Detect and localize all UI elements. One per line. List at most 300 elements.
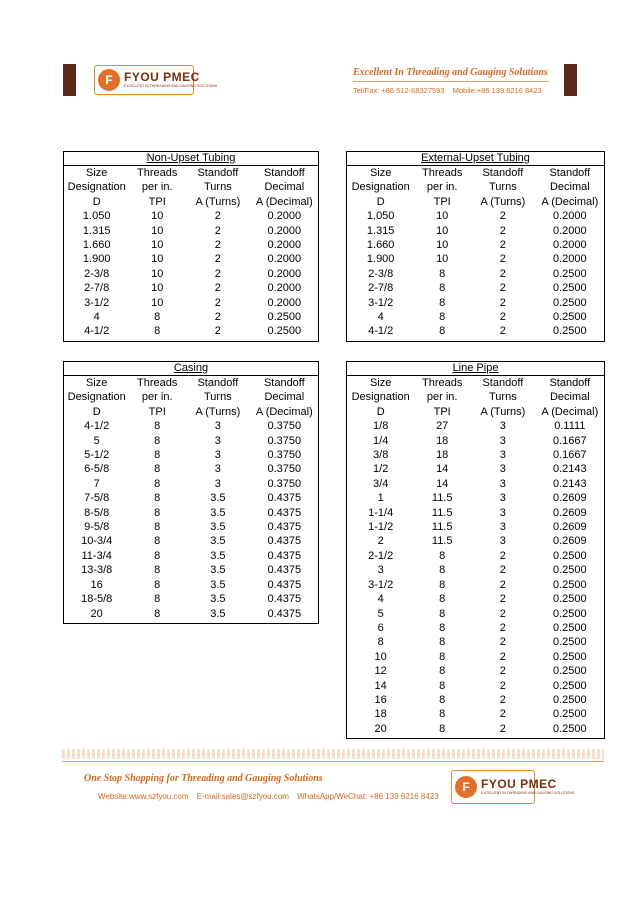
table-cell-size: 20: [347, 722, 415, 739]
column-header-decimal: Decimal: [536, 390, 605, 404]
table-cell-turns: 2: [185, 324, 251, 341]
table-row: [347, 477, 605, 491]
table-cell-turns: 2: [499, 311, 506, 324]
column-header-decimal: Standoff: [251, 376, 319, 391]
table-row: [347, 607, 605, 621]
table-cell-decimal: 0.2500: [536, 563, 605, 577]
table-cell-turns: 2: [499, 239, 506, 252]
table-cell-size: 1/2: [347, 462, 415, 476]
table-cell-threads: 8: [154, 449, 161, 462]
column-header-turns: Turns: [489, 391, 517, 404]
table-cell-turns: 3.5: [185, 607, 251, 624]
table-cell-decimal: 0.2500: [536, 549, 605, 563]
table-cell-size: 6: [347, 621, 415, 635]
column-header-turns: A (Turns): [195, 195, 241, 208]
footer-logo: [451, 770, 575, 804]
table-cell-threads: 8: [439, 708, 446, 721]
table-row: [64, 324, 319, 341]
table-cell-size: 4: [347, 310, 415, 324]
table-cell-turns: 3: [499, 506, 506, 519]
table-row: [347, 549, 605, 563]
table-cell-threads: 11.5: [431, 492, 453, 505]
table-row: [347, 310, 605, 324]
table-cell-threads: 11.5: [431, 506, 453, 519]
table-cell-turns: 2: [499, 282, 506, 295]
table-row: [347, 635, 605, 649]
column-header-turns: Standoff: [482, 377, 524, 389]
table-cell-size: 7: [64, 477, 130, 491]
column-header-size: Designation: [64, 180, 130, 194]
table-cell-threads: 8: [414, 324, 470, 341]
table-row: [347, 224, 605, 238]
table-row: [347, 252, 605, 266]
table-cell-threads: 8: [439, 593, 446, 606]
table-cell-decimal: 0.2500: [251, 310, 319, 324]
table-cell-threads: 8: [154, 420, 161, 433]
table-cell-threads: 10: [151, 282, 164, 295]
table-cell-threads: 8: [129, 324, 185, 341]
company-logo: [94, 65, 218, 95]
table-cell-size: 4-1/2: [64, 324, 130, 341]
column-header-decimal: A (Decimal): [251, 195, 319, 209]
table-cell-size: 3-1/2: [347, 578, 415, 592]
logo-name: FYOU PMEC: [124, 70, 200, 85]
table-cell-threads: 14: [436, 463, 449, 476]
table-cell-threads: 8: [439, 311, 446, 324]
table-cell-size: 2-3/8: [347, 267, 415, 281]
table-cell-decimal: 0.2143: [536, 462, 605, 476]
table-cell-turns: 2: [499, 650, 506, 663]
table-row: [347, 563, 605, 577]
table-row: [347, 578, 605, 592]
table-cell-size: 18: [347, 707, 415, 721]
column-header-decimal: A (Decimal): [251, 405, 319, 419]
table-row: [64, 310, 319, 324]
column-header-decimal: Standoff: [251, 166, 319, 181]
table-title-text: Non-Upset Tubing: [146, 152, 236, 164]
table-cell-decimal: 0.3750: [251, 419, 319, 433]
table-row: [347, 296, 605, 310]
table-cell-decimal: 0.2000: [536, 224, 605, 238]
table-cell-decimal: 0.3750: [251, 434, 319, 448]
table-row: [64, 607, 319, 624]
table-cell-size: 5: [64, 434, 130, 448]
table-cell-turns: 2: [214, 239, 221, 252]
column-header-size: Size: [64, 376, 130, 391]
table-cell-threads: 8: [154, 434, 161, 447]
table-line-pipe: [346, 361, 605, 739]
table-cell-turns: 3: [499, 477, 506, 490]
table-cell-threads: 10: [436, 224, 449, 237]
table-row: [347, 592, 605, 606]
table-cell-decimal: 0.2000: [251, 281, 319, 295]
table-cell-size: 11-3/4: [64, 549, 130, 563]
table-row: [64, 224, 319, 238]
table-cell-threads: 10: [436, 210, 449, 223]
table-cell-size: 1.660: [347, 238, 415, 252]
column-header-turns: A (Turns): [480, 195, 526, 208]
table-cell-decimal: 0.4375: [251, 506, 319, 520]
table-row: [64, 419, 319, 433]
footer-logo-emblem-icon: F: [455, 776, 477, 798]
table-cell-decimal: 0.1667: [536, 434, 605, 448]
table-row: [64, 238, 319, 252]
table-cell-threads: 8: [439, 549, 446, 562]
table-cell-decimal: 0.2500: [536, 693, 605, 707]
table-cell-size: 2-7/8: [347, 281, 415, 295]
table-cell-turns: 3: [499, 521, 506, 534]
table-cell-size: 3/4: [347, 477, 415, 491]
table-cell-size: 1.050: [347, 209, 415, 223]
table-cell-decimal: 0.2500: [536, 664, 605, 678]
table-cell-decimal: 0.2500: [536, 607, 605, 621]
table-cell-decimal: 0.2000: [251, 252, 319, 266]
column-header-size: Designation: [64, 390, 130, 404]
table-cell-decimal: 0.4375: [251, 607, 319, 624]
table-cell-threads: 8: [439, 267, 446, 280]
table-cell-size: 13-3/8: [64, 563, 130, 577]
table-cell-turns: 2: [499, 607, 506, 620]
table-row: [347, 238, 605, 252]
table-row: [64, 462, 319, 476]
table-title: [64, 152, 319, 166]
table-row: [64, 267, 319, 281]
table-cell-turns: 2: [470, 722, 536, 739]
table-cell-decimal: 0.2500: [536, 267, 605, 281]
table-cell-decimal: 0.2609: [536, 534, 605, 548]
column-header-turns: A (Turns): [195, 405, 241, 418]
table-cell-turns: 3: [214, 434, 221, 447]
table-cell-threads: 8: [154, 506, 161, 519]
table-row: [347, 434, 605, 448]
table-external-upset-tubing: [346, 151, 605, 342]
table-cell-decimal: 0.2500: [251, 324, 319, 341]
table-cell-size: 2: [347, 534, 415, 548]
table-row: [347, 448, 605, 462]
table-cell-size: 9-5/8: [64, 520, 130, 534]
table-cell-threads: 8: [439, 650, 446, 663]
table-cell-decimal: 0.4375: [251, 549, 319, 563]
table-cell-turns: 3.5: [210, 535, 226, 548]
table-row: [347, 209, 605, 223]
table-cell-turns: 2: [499, 593, 506, 606]
table-row: [347, 506, 605, 520]
table-cell-size: 3: [347, 563, 415, 577]
table-cell-turns: 3: [214, 449, 221, 462]
table-row: [347, 679, 605, 693]
column-header-turns: A (Turns): [480, 405, 526, 418]
table-title: [347, 152, 605, 166]
column-header-turns: Standoff: [197, 377, 239, 389]
column-header-decimal: Decimal: [536, 180, 605, 194]
table-cell-decimal: 0.4375: [251, 534, 319, 548]
table-cell-threads: 8: [439, 621, 446, 634]
column-header-size: D: [347, 405, 415, 419]
header-rule: [353, 81, 549, 82]
column-header-threads: Threads: [422, 167, 463, 179]
table-row: [64, 209, 319, 223]
column-header-turns: Turns: [204, 181, 232, 194]
table-title: [64, 362, 319, 376]
table-cell-turns: 3.5: [210, 521, 226, 534]
footer-rule: [62, 761, 604, 762]
column-header-threads: TPI: [433, 405, 451, 418]
table-cell-size: 4: [64, 310, 130, 324]
table-cell-decimal: 0.2000: [536, 209, 605, 223]
table-cell-decimal: 0.2000: [251, 238, 319, 252]
table-cell-decimal: 0.2500: [536, 635, 605, 649]
table-row: [64, 252, 319, 266]
table-cell-size: 5-1/2: [64, 448, 130, 462]
table-title: [347, 362, 605, 376]
table-cell-size: 2-7/8: [64, 281, 130, 295]
column-header-threads: per in.: [141, 181, 173, 194]
table-cell-threads: 8: [439, 679, 446, 692]
table-cell-size: 8: [347, 635, 415, 649]
table-cell-size: 1: [347, 491, 415, 505]
table-cell-threads: 8: [154, 463, 161, 476]
table-cell-turns: 3: [214, 477, 221, 490]
footer-whatsapp: WhatsApp/WeChat: +86 139 6216 8423: [297, 792, 439, 801]
column-header-threads: TPI: [433, 195, 451, 208]
table-cell-size: 6-5/8: [64, 462, 130, 476]
table-cell-turns: 2: [214, 282, 221, 295]
table-cell-turns: 2: [499, 636, 506, 649]
column-header-size: Size: [64, 166, 130, 181]
table-cell-turns: 2: [499, 578, 506, 591]
footer-email: E-mail:sales@szfyou.com: [196, 792, 289, 801]
table-title-text: External-Upset Tubing: [421, 152, 530, 164]
table-cell-size: 2-1/2: [347, 549, 415, 563]
header-tagline: Excellent In Threading and Gauging Solutions: [353, 67, 548, 78]
table-cell-threads: 8: [439, 564, 446, 577]
table-row: [64, 296, 319, 310]
table-row: [64, 563, 319, 577]
column-header-size: Size: [347, 166, 415, 181]
column-header-turns: Standoff: [197, 167, 239, 179]
table-title-text: Casing: [173, 362, 209, 374]
table-cell-size: 16: [347, 693, 415, 707]
table-cell-decimal: 0.4375: [251, 491, 319, 505]
table-row: [64, 448, 319, 462]
table-cell-size: 2-3/8: [64, 267, 130, 281]
table-cell-size: 18-5/8: [64, 592, 130, 606]
table-cell-threads: 8: [154, 477, 161, 490]
table-cell-turns: 2: [499, 549, 506, 562]
table-non-upset-tubing: [63, 151, 319, 342]
table-cell-size: 1.660: [64, 238, 130, 252]
table-cell-size: 10-3/4: [64, 534, 130, 548]
table-cell-turns: 3: [499, 492, 506, 505]
table-cell-turns: 3: [499, 463, 506, 476]
table-cell-threads: 8: [154, 535, 161, 548]
table-cell-turns: 2: [214, 253, 221, 266]
table-cell-size: 16: [64, 578, 130, 592]
header-bar-right: [564, 64, 577, 96]
table-cell-turns: 2: [499, 621, 506, 634]
table-cell-turns: 2: [499, 224, 506, 237]
column-header-decimal: Decimal: [251, 390, 319, 404]
table-cell-turns: 3.5: [210, 549, 226, 562]
column-header-threads: Threads: [137, 167, 178, 179]
table-row: [347, 267, 605, 281]
table-cell-threads: 11.5: [431, 535, 453, 548]
header-mobile: Mobile:+86 139 6216 8423: [452, 86, 542, 95]
table-row: [347, 324, 605, 341]
table-cell-size: 1.315: [347, 224, 415, 238]
column-header-turns: Turns: [489, 181, 517, 194]
table-cell-threads: 10: [151, 210, 164, 223]
footer-logo-subtitle: EXCELLENT IN THREADING AND GAUGING SOLUTIONS: [481, 791, 575, 796]
table-cell-size: 1.900: [347, 252, 415, 266]
table-cell-decimal: 0.2609: [536, 491, 605, 505]
table-row: [347, 707, 605, 721]
table-cell-decimal: 0.3750: [251, 477, 319, 491]
column-header-decimal: Decimal: [251, 180, 319, 194]
table-cell-turns: 3: [499, 449, 506, 462]
table-cell-decimal: 0.2609: [536, 520, 605, 534]
table-cell-turns: 2: [499, 693, 506, 706]
table-cell-threads: 14: [436, 477, 449, 490]
table-cell-threads: 10: [151, 239, 164, 252]
table-cell-threads: 8: [439, 636, 446, 649]
table-cell-threads: 8: [439, 607, 446, 620]
column-header-size: D: [64, 195, 130, 209]
table-cell-turns: 3: [499, 535, 506, 548]
table-cell-threads: 8: [154, 549, 161, 562]
table-cell-decimal: 0.2000: [536, 238, 605, 252]
column-header-threads: per in.: [426, 181, 458, 194]
table-cell-turns: 3.5: [210, 506, 226, 519]
table-cell-size: 3-1/2: [64, 296, 130, 310]
table-cell-threads: 8: [154, 521, 161, 534]
table-row: [347, 621, 605, 635]
table-cell-threads: 8: [154, 492, 161, 505]
table-cell-decimal: 0.2000: [536, 252, 605, 266]
table-row: [347, 722, 605, 739]
table-cell-threads: 8: [439, 282, 446, 295]
table-cell-threads: 8: [154, 311, 161, 324]
table-cell-threads: 11.5: [431, 521, 453, 534]
table-cell-turns: 2: [214, 296, 221, 309]
table-cell-decimal: 0.2500: [536, 650, 605, 664]
table-cell-turns: 2: [499, 253, 506, 266]
table-cell-turns: 3.5: [210, 564, 226, 577]
footer-tagline: One Stop Shopping for Threading and Gauging Solutions: [84, 773, 323, 784]
table-cell-turns: 3.5: [210, 578, 226, 591]
column-header-size: Designation: [347, 180, 415, 194]
table-cell-decimal: 0.4375: [251, 592, 319, 606]
table-cell-size: 3/8: [347, 448, 415, 462]
table-cell-decimal: 0.1111: [536, 419, 605, 433]
table-cell-turns: 3.5: [210, 492, 226, 505]
footer-logo-name: FYOU PMEC: [481, 777, 557, 792]
footer-contact: [98, 792, 439, 801]
table-casing: [63, 361, 319, 624]
table-cell-size: 1/4: [347, 434, 415, 448]
table-row: [347, 281, 605, 295]
table-row: [347, 693, 605, 707]
table-cell-turns: 2: [214, 224, 221, 237]
table-cell-decimal: 0.2500: [536, 324, 605, 341]
table-cell-size: 1.050: [64, 209, 130, 223]
table-cell-size: 4-1/2: [347, 324, 415, 341]
table-cell-threads: 10: [436, 239, 449, 252]
table-cell-size: 1-1/4: [347, 506, 415, 520]
table-cell-decimal: 0.3750: [251, 448, 319, 462]
table-row: [347, 664, 605, 678]
table-cell-threads: 10: [151, 296, 164, 309]
table-cell-decimal: 0.2500: [536, 592, 605, 606]
logo-subtitle: EXCELLENT IN THREADING AND GAUGING SOLUTIONS: [124, 84, 218, 89]
table-row: [64, 592, 319, 606]
table-cell-size: 8-5/8: [64, 506, 130, 520]
table-row: [64, 477, 319, 491]
column-header-size: Designation: [347, 390, 415, 404]
table-cell-threads: 8: [439, 296, 446, 309]
table-cell-decimal: 0.2143: [536, 477, 605, 491]
table-cell-decimal: 0.2500: [536, 296, 605, 310]
table-row: [347, 534, 605, 548]
table-cell-threads: 10: [151, 267, 164, 280]
table-title-text: Line Pipe: [452, 362, 499, 374]
footer-stripe: [62, 749, 604, 759]
table-cell-decimal: 0.4375: [251, 578, 319, 592]
table-cell-threads: 18: [436, 449, 449, 462]
column-header-decimal: A (Decimal): [536, 405, 605, 419]
table-cell-turns: 2: [214, 267, 221, 280]
footer-website: Website:www.szfyou.com: [98, 792, 189, 801]
table-cell-size: 12: [347, 664, 415, 678]
column-header-decimal: Standoff: [536, 166, 605, 181]
table-row: [347, 491, 605, 505]
table-cell-threads: 27: [436, 420, 449, 433]
table-cell-decimal: 0.2000: [251, 296, 319, 310]
table-cell-decimal: 0.4375: [251, 520, 319, 534]
header-contact: [353, 86, 542, 95]
column-header-threads: Threads: [137, 377, 178, 389]
table-cell-turns: 2: [499, 708, 506, 721]
table-row: [347, 419, 605, 433]
table-cell-turns: 2: [499, 564, 506, 577]
table-cell-size: 20: [64, 607, 130, 624]
table-cell-threads: 8: [439, 693, 446, 706]
table-cell-threads: 18: [436, 434, 449, 447]
table-cell-size: 1.315: [64, 224, 130, 238]
column-header-threads: Threads: [422, 377, 463, 389]
table-row: [64, 491, 319, 505]
table-cell-threads: 10: [151, 253, 164, 266]
table-cell-turns: 3: [499, 434, 506, 447]
table-cell-turns: 2: [214, 311, 221, 324]
table-cell-decimal: 0.1667: [536, 448, 605, 462]
table-cell-size: 7-5/8: [64, 491, 130, 505]
table-row: [347, 462, 605, 476]
table-row: [64, 534, 319, 548]
column-header-threads: per in.: [426, 391, 458, 404]
table-cell-decimal: 0.4375: [251, 563, 319, 577]
table-cell-turns: 2: [499, 210, 506, 223]
column-header-size: D: [64, 405, 130, 419]
table-cell-threads: 8: [129, 607, 185, 624]
table-cell-decimal: 0.2500: [536, 578, 605, 592]
table-cell-size: 10: [347, 650, 415, 664]
table-cell-turns: 3: [499, 420, 506, 433]
table-cell-decimal: 0.3750: [251, 462, 319, 476]
table-cell-decimal: 0.2609: [536, 506, 605, 520]
table-cell-threads: 10: [436, 253, 449, 266]
column-header-threads: per in.: [141, 391, 173, 404]
